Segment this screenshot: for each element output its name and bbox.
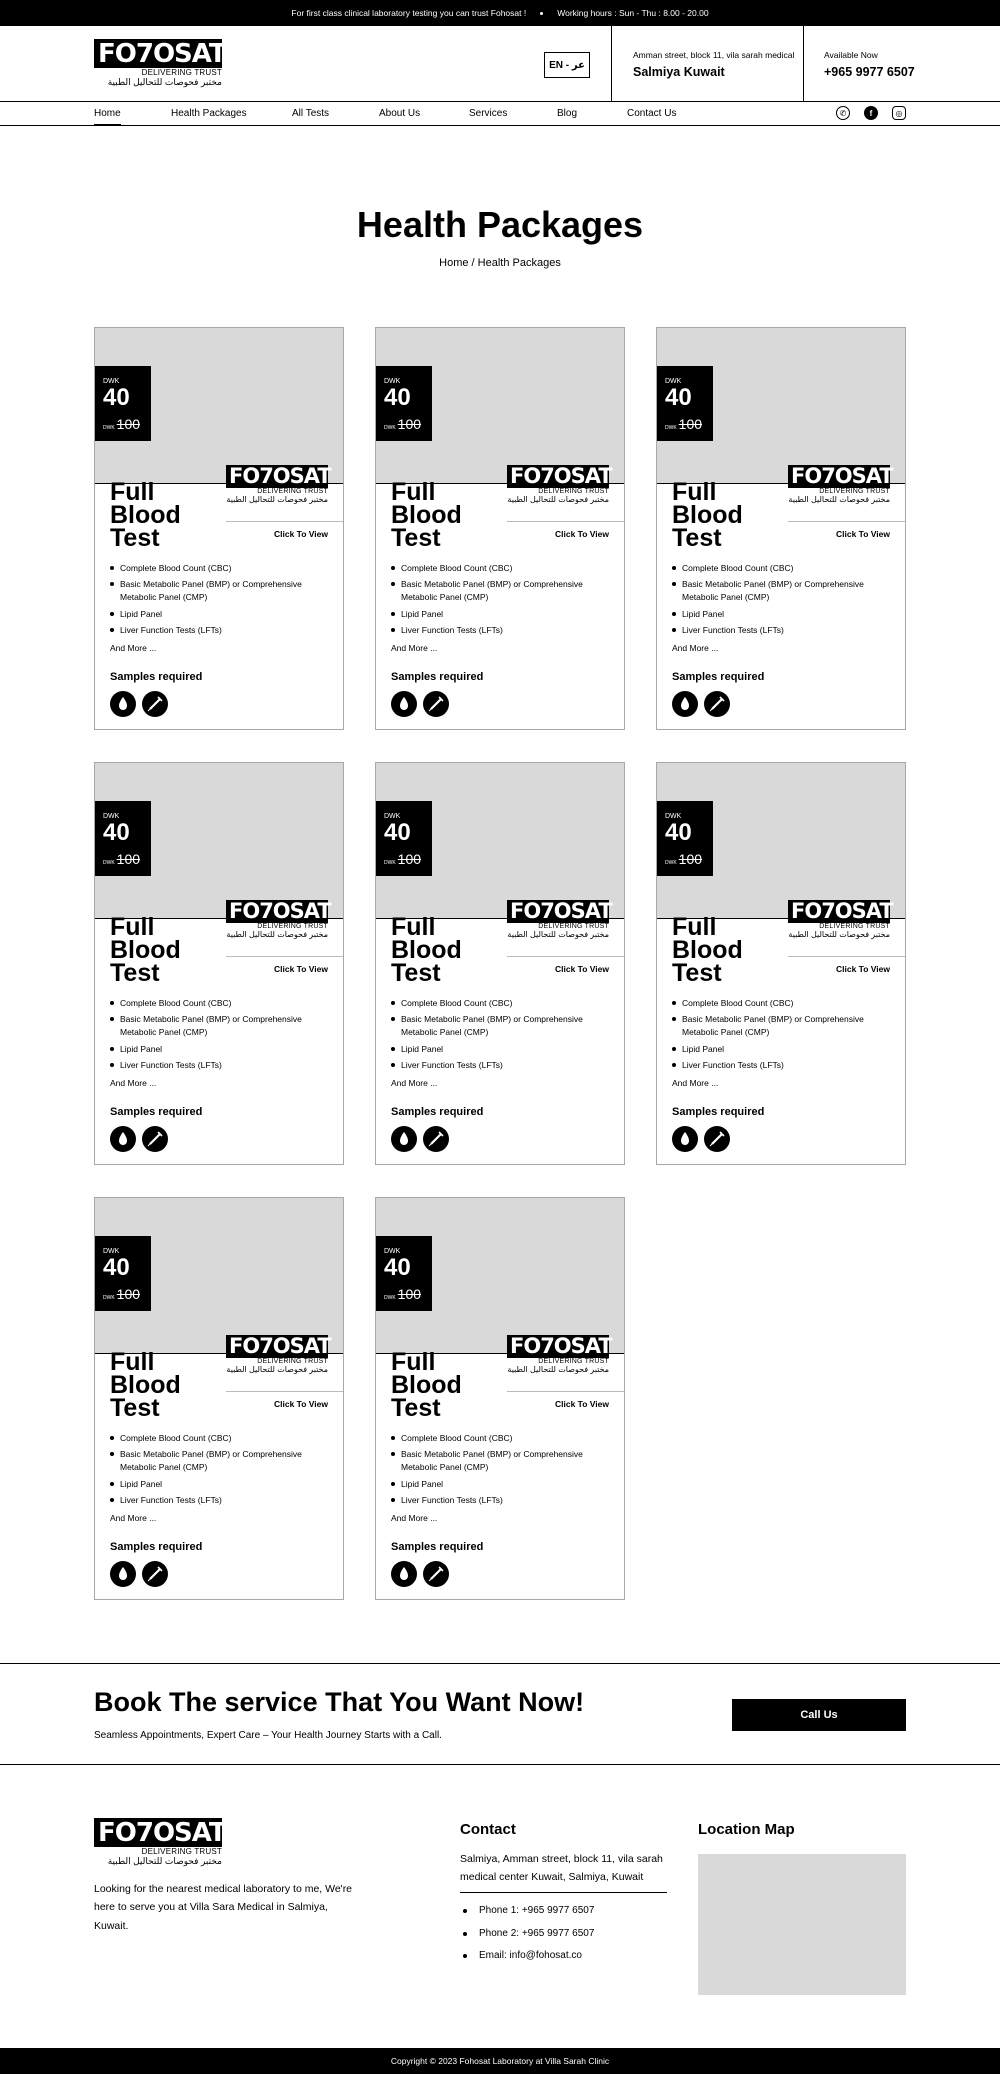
samples-label: Samples required (391, 671, 484, 683)
click-to-view-link[interactable]: Click To View (273, 529, 328, 539)
phone-small: Available Now (824, 50, 878, 60)
package-card[interactable] (656, 762, 906, 1165)
test-item: Basic Metabolic Panel (BMP) or Comprehensive Metabolic Panel (CMP) (672, 1013, 897, 1039)
logo-arabic: مختبر فحوصات للتحاليل الطبية (507, 1365, 609, 1374)
old-price-value: 100 (397, 1286, 422, 1302)
blood-drop-icon (672, 1126, 698, 1152)
click-to-view-link[interactable]: Click To View (273, 964, 328, 974)
old-price-value: 100 (678, 416, 703, 432)
price-value: 40 (665, 819, 692, 846)
syringe-icon (423, 691, 449, 717)
old-price-currency: DWK (103, 425, 115, 431)
card-logo (507, 1334, 612, 1374)
old-price-value: 100 (116, 416, 141, 432)
old-price-currency: DWK (384, 1295, 396, 1301)
old-price-value: 100 (397, 416, 422, 432)
test-item: Lipid Panel (110, 1478, 335, 1491)
test-item: Complete Blood Count (CBC) (110, 997, 335, 1010)
syringe-icon (423, 1126, 449, 1152)
samples-label: Samples required (110, 671, 203, 683)
card-divider (226, 1391, 343, 1392)
test-item: Complete Blood Count (CBC) (110, 562, 335, 575)
click-to-view-link[interactable]: Click To View (835, 964, 890, 974)
samples-label: Samples required (672, 671, 765, 683)
and-more-text: And More ... (672, 643, 719, 653)
card-logo (226, 1334, 331, 1374)
click-to-view-link[interactable]: Click To View (835, 529, 890, 539)
old-price (103, 851, 143, 867)
test-item: Complete Blood Count (CBC) (110, 1432, 335, 1445)
price-currency: DWK (103, 378, 120, 385)
test-item: Basic Metabolic Panel (BMP) or Comprehensive Metabolic Panel (CMP) (672, 578, 897, 604)
logo-mark: FO7OSAT (507, 465, 609, 488)
samples-label: Samples required (110, 1541, 203, 1553)
card-divider (226, 956, 343, 957)
package-title: Full Blood Test (110, 1348, 181, 1422)
price-currency: DWK (665, 378, 682, 385)
test-item: Basic Metabolic Panel (BMP) or Comprehensive Metabolic Panel (CMP) (391, 1013, 616, 1039)
samples-label: Samples required (672, 1106, 765, 1118)
map-heading: Location Map (698, 1821, 795, 1838)
package-title: Full Blood Test (110, 913, 181, 987)
test-item: Basic Metabolic Panel (BMP) or Comprehensive Metabolic Panel (CMP) (110, 1448, 335, 1474)
site-header (0, 26, 1000, 102)
logo-tagline: DELIVERING TRUST (141, 1847, 222, 1856)
footer-logo[interactable] (94, 1818, 226, 1867)
price-badge (376, 1236, 432, 1311)
test-item: Liver Function Tests (LFTs) (110, 624, 335, 637)
test-item: Liver Function Tests (LFTs) (672, 1059, 897, 1072)
price-value: 40 (103, 384, 130, 411)
and-more-text: And More ... (110, 643, 157, 653)
test-item: Basic Metabolic Panel (BMP) or Comprehensive Metabolic Panel (CMP) (391, 1448, 616, 1474)
old-price-currency: DWK (103, 1295, 115, 1301)
header-phone (824, 50, 915, 79)
logo-mark: FO7OSAT (788, 465, 890, 488)
test-item: Liver Function Tests (LFTs) (391, 1494, 616, 1507)
nav-services[interactable]: Services (469, 108, 508, 119)
price-currency: DWK (103, 813, 120, 820)
test-item: Basic Metabolic Panel (BMP) or Comprehensive Metabolic Panel (CMP) (391, 578, 616, 604)
breadcrumb[interactable]: Home / Health Packages (439, 257, 561, 269)
and-more-text: And More ... (391, 1078, 438, 1088)
logo-arabic: مختبر فحوصات للتحاليل الطبية (507, 930, 609, 939)
logo-arabic: مختبر فحوصات للتحاليل الطبية (107, 1856, 222, 1866)
package-title: Full Blood Test (391, 1348, 462, 1422)
separator-dot (540, 12, 543, 15)
package-title: Full Blood Test (672, 478, 743, 552)
test-list (672, 562, 897, 640)
test-item: Complete Blood Count (CBC) (391, 997, 616, 1010)
main-nav (0, 102, 1000, 126)
site-logo[interactable] (94, 39, 226, 88)
test-item: Liver Function Tests (LFTs) (110, 1059, 335, 1072)
test-item: Lipid Panel (391, 1043, 616, 1056)
syringe-icon (704, 1126, 730, 1152)
header-address (633, 50, 794, 79)
card-logo (507, 464, 612, 504)
old-price-value: 100 (678, 851, 703, 867)
click-to-view-link[interactable]: Click To View (273, 1399, 328, 1409)
logo-arabic: مختبر فحوصات للتحاليل الطبية (788, 930, 890, 939)
old-price (665, 416, 705, 432)
address-small: Amman street, block 11, vila sarah medical (633, 50, 795, 60)
logo-mark: FO7OSAT (226, 465, 328, 488)
click-to-view-link[interactable]: Click To View (554, 1399, 609, 1409)
nav-blog[interactable]: Blog (557, 108, 578, 119)
price-badge (95, 801, 151, 876)
and-more-text: And More ... (391, 643, 438, 653)
test-item: Liver Function Tests (LFTs) (391, 624, 616, 637)
contact-phone-2[interactable]: Phone 2: +965 9977 6507 (460, 1927, 594, 1941)
test-list (672, 997, 897, 1075)
test-item: Lipid Panel (391, 1478, 616, 1491)
old-price-value: 100 (397, 851, 422, 867)
test-item: Lipid Panel (672, 608, 897, 621)
old-price (103, 1286, 143, 1302)
blood-drop-icon (110, 691, 136, 717)
contact-phone-1[interactable]: Phone 1: +965 9977 6507 (460, 1904, 594, 1918)
click-to-view-link[interactable]: Click To View (554, 529, 609, 539)
logo-mark: FO7OSAT (507, 1335, 609, 1358)
test-item: Lipid Panel (110, 608, 335, 621)
nav-home[interactable]: Home (94, 108, 121, 119)
working-hours: Working hours : Sun - Thu : 8.00 - 20.00 (557, 8, 709, 18)
package-card[interactable] (656, 327, 906, 730)
call-us-button[interactable]: Call Us (732, 1699, 906, 1731)
old-price (665, 851, 705, 867)
price-badge (95, 366, 151, 441)
price-currency: DWK (103, 1248, 120, 1255)
test-item: Basic Metabolic Panel (BMP) or Comprehensive Metabolic Panel (CMP) (110, 1013, 335, 1039)
logo-arabic: مختبر فحوصات للتحاليل الطبية (226, 1365, 328, 1374)
footer-description: Looking for the nearest medical laboratory to me, We're here to serve you at Villa Sara Medical in Salmiya, Kuwait. (94, 1883, 353, 1932)
logo-tagline: DELIVERING TRUST (257, 923, 328, 930)
logo-tagline: DELIVERING TRUST (538, 1358, 609, 1365)
syringe-icon (423, 1561, 449, 1587)
book-banner (0, 1663, 1000, 1765)
test-item: Liver Function Tests (LFTs) (391, 1059, 616, 1072)
price-currency: DWK (665, 813, 682, 820)
card-divider (788, 956, 905, 957)
card-logo (507, 899, 612, 939)
logo-mark: FO7OSAT (226, 900, 328, 923)
logo-arabic: مختبر فحوصات للتحاليل الطبية (507, 495, 609, 504)
logo-tagline: DELIVERING TRUST (819, 488, 890, 495)
logo-tagline: DELIVERING TRUST (538, 488, 609, 495)
test-list (391, 1432, 616, 1510)
package-card[interactable] (375, 762, 625, 1165)
logo-arabic: مختبر فحوصات للتحاليل الطبية (226, 495, 328, 504)
facebook-icon[interactable]: f (864, 106, 878, 120)
price-value: 40 (665, 384, 692, 411)
test-item: Liver Function Tests (LFTs) (672, 624, 897, 637)
logo-arabic: مختبر فحوصات للتحاليل الطبية (107, 77, 222, 87)
test-item: Complete Blood Count (CBC) (391, 1432, 616, 1445)
test-item: Lipid Panel (672, 1043, 897, 1056)
package-card[interactable] (94, 762, 344, 1165)
card-logo (226, 464, 331, 504)
logo-tagline: DELIVERING TRUST (257, 488, 328, 495)
card-divider (507, 1391, 624, 1392)
samples-label: Samples required (110, 1106, 203, 1118)
and-more-text: And More ... (110, 1078, 157, 1088)
test-item: Lipid Panel (391, 608, 616, 621)
phone-number[interactable]: +965 9977 6507 (824, 65, 915, 79)
syringe-icon (142, 1561, 168, 1587)
test-item: Liver Function Tests (LFTs) (110, 1494, 335, 1507)
blood-drop-icon (391, 1561, 417, 1587)
logo-tagline: DELIVERING TRUST (141, 68, 222, 77)
price-value: 40 (384, 384, 411, 411)
old-price (384, 1286, 424, 1302)
samples-label: Samples required (391, 1541, 484, 1553)
nav-all-tests[interactable]: All Tests (292, 108, 330, 119)
logo-tagline: DELIVERING TRUST (257, 1358, 328, 1365)
header-divider (611, 26, 612, 102)
logo-mark: FO7OSAT (94, 1818, 222, 1847)
nav-about-us[interactable]: About Us (379, 108, 421, 119)
header-divider (803, 26, 804, 102)
test-item: Basic Metabolic Panel (BMP) or Comprehensive Metabolic Panel (CMP) (110, 578, 335, 604)
blood-drop-icon (672, 691, 698, 717)
price-value: 40 (384, 819, 411, 846)
nav-health-packages[interactable]: Health Packages (171, 108, 247, 119)
copyright-bar: Copyright © 2023 Fohosat Laboratory at Villa Sarah Clinic (0, 2048, 1000, 2074)
package-title: Full Blood Test (672, 913, 743, 987)
contact-email[interactable]: Email: info@fohosat.co (460, 1949, 594, 1963)
address-big: Salmiya Kuwait (633, 65, 725, 79)
price-badge (657, 801, 713, 876)
blood-drop-icon (110, 1561, 136, 1587)
package-card[interactable] (375, 327, 625, 730)
test-list (110, 997, 335, 1075)
old-price (384, 416, 424, 432)
test-item: Complete Blood Count (CBC) (672, 997, 897, 1010)
logo-mark: FO7OSAT (226, 1335, 328, 1358)
old-price (384, 851, 424, 867)
price-badge (657, 366, 713, 441)
price-currency: DWK (384, 378, 401, 385)
old-price-value: 100 (116, 1286, 141, 1302)
test-item: Complete Blood Count (CBC) (391, 562, 616, 575)
old-price-currency: DWK (103, 860, 115, 866)
package-card[interactable] (94, 1197, 344, 1600)
package-title: Full Blood Test (391, 478, 462, 552)
test-item: Lipid Panel (110, 1043, 335, 1056)
price-currency: DWK (384, 1248, 401, 1255)
book-subtitle: Seamless Appointments, Expert Care – Your Health Journey Starts with a Call. (94, 1730, 442, 1741)
package-title: Full Blood Test (391, 913, 462, 987)
logo-tagline: DELIVERING TRUST (538, 923, 609, 930)
logo-tagline: DELIVERING TRUST (819, 923, 890, 930)
syringe-icon (704, 691, 730, 717)
location-map[interactable] (698, 1854, 906, 1995)
card-divider (226, 521, 343, 522)
card-logo (788, 899, 893, 939)
syringe-icon (142, 691, 168, 717)
package-card[interactable] (94, 327, 344, 730)
logo-mark: FO7OSAT (94, 39, 222, 68)
package-card[interactable] (375, 1197, 625, 1600)
contact-list (460, 1904, 594, 1972)
card-logo (226, 899, 331, 939)
nav-contact-us[interactable]: Contact Us (627, 108, 677, 119)
card-divider (507, 521, 624, 522)
package-title: Full Blood Test (110, 478, 181, 552)
and-more-text: And More ... (672, 1078, 719, 1088)
logo-arabic: مختبر فحوصات للتحاليل الطبية (788, 495, 890, 504)
old-price (103, 416, 143, 432)
logo-mark: FO7OSAT (788, 900, 890, 923)
instagram-icon[interactable]: ◎ (892, 106, 906, 120)
price-badge (376, 801, 432, 876)
syringe-icon (142, 1126, 168, 1152)
price-badge (95, 1236, 151, 1311)
whatsapp-icon[interactable]: ✆ (836, 106, 850, 120)
logo-mark: FO7OSAT (507, 900, 609, 923)
samples-label: Samples required (391, 1106, 484, 1118)
card-divider (507, 956, 624, 957)
blood-drop-icon (391, 1126, 417, 1152)
price-value: 40 (103, 1254, 130, 1281)
logo-arabic: مختبر فحوصات للتحاليل الطبية (226, 930, 328, 939)
price-value: 40 (103, 819, 130, 846)
click-to-view-link[interactable]: Click To View (554, 964, 609, 974)
old-price-currency: DWK (665, 860, 677, 866)
promo-text: For first class clinical laboratory testing you can trust Fohosat ! (291, 8, 527, 18)
blood-drop-icon (110, 1126, 136, 1152)
card-logo (788, 464, 893, 504)
page-title: Health Packages (356, 204, 644, 245)
top-bar (0, 0, 1000, 26)
old-price-currency: DWK (384, 860, 396, 866)
price-value: 40 (384, 1254, 411, 1281)
old-price-currency: DWK (665, 425, 677, 431)
test-list (110, 562, 335, 640)
price-badge (376, 366, 432, 441)
and-more-text: And More ... (391, 1513, 438, 1523)
blood-drop-icon (391, 691, 417, 717)
language-switch-button[interactable]: EN - عر (544, 52, 590, 78)
test-item: Complete Blood Count (CBC) (672, 562, 897, 575)
contact-divider (460, 1892, 667, 1893)
contact-heading: Contact (460, 1821, 516, 1838)
footer-address: Salmiya, Amman street, block 11, vila sarah medical center Kuwait, Salmiya, Kuwait (460, 1853, 663, 1884)
test-list (391, 562, 616, 640)
test-list (110, 1432, 335, 1510)
book-title: Book The service That You Want Now! (94, 1687, 585, 1717)
old-price-currency: DWK (384, 425, 396, 431)
price-currency: DWK (384, 813, 401, 820)
old-price-value: 100 (116, 851, 141, 867)
card-divider (788, 521, 905, 522)
and-more-text: And More ... (110, 1513, 157, 1523)
test-list (391, 997, 616, 1075)
